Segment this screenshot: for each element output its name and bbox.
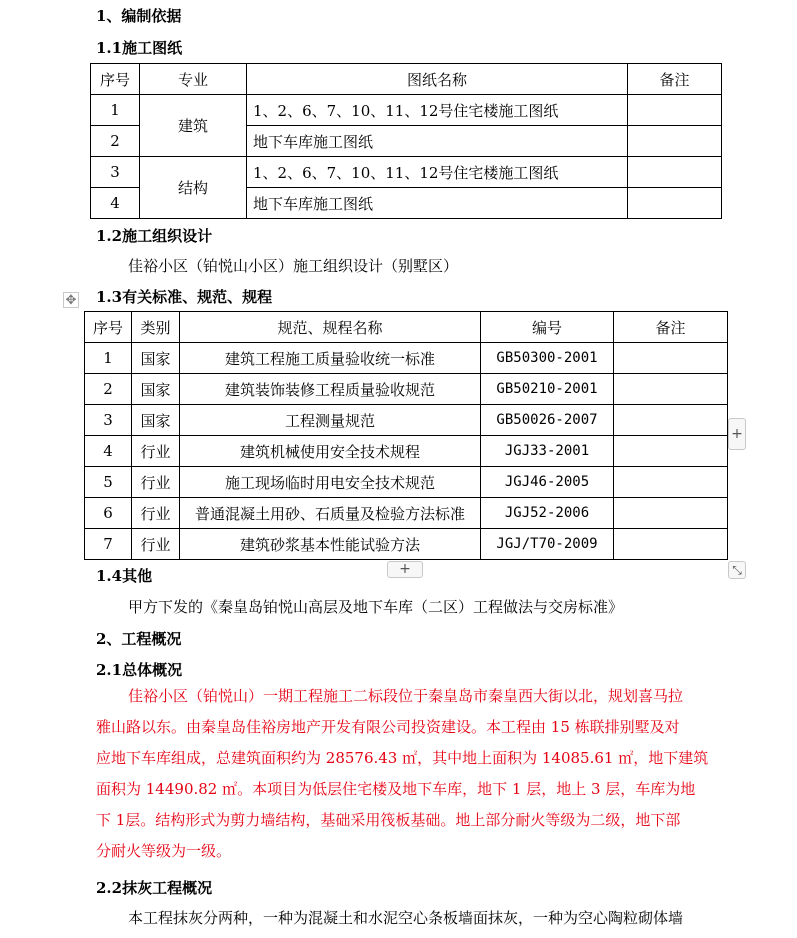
section-1-title: 1、编制依据: [96, 7, 182, 25]
drawing-name: 1、2、6、7、10、11、12号住宅楼施工图纸: [247, 95, 628, 126]
table-row: [85, 405, 728, 436]
section-1-4-title: 1.4其他: [96, 567, 153, 585]
note-cell: [628, 157, 722, 188]
plaster-paragraph-line: 本工程抹灰分两种，一种为混凝土和水泥空心条板墙面抹灰，一种为空心陶粒砌体墙: [128, 909, 684, 927]
standard-code: GB50300-2001: [481, 343, 614, 374]
table-resize-icon[interactable]: ⤡: [728, 561, 746, 579]
standard-name: 建筑砂浆基本性能试验方法: [180, 529, 481, 560]
header-cell: 备注: [614, 312, 728, 343]
header-cell: 类别: [132, 312, 180, 343]
note-cell: [614, 405, 728, 436]
row-number: 4: [85, 436, 132, 467]
category-cell: 国家: [132, 405, 180, 436]
drawing-name: 地下车库施工图纸: [247, 188, 628, 219]
header-cell: 专业: [140, 64, 247, 95]
note-cell: [628, 188, 722, 219]
standard-name: 建筑工程施工质量验收统一标准: [180, 343, 481, 374]
org-design-text: 佳裕小区（铂悦山小区）施工组织设计（别墅区）: [128, 257, 459, 275]
row-number: 6: [85, 498, 132, 529]
section-2-title: 2、工程概况: [96, 630, 182, 648]
overview-paragraph-line: 雅山路以东。由秦皇岛佳裕房地产开发有限公司投资建设。本工程由 15 栋联排别墅及对: [96, 718, 680, 736]
standard-code: JGJ33-2001: [481, 436, 614, 467]
section-2-1-title: 2.1总体概况: [96, 661, 183, 679]
row-number: 1: [91, 95, 140, 126]
note-cell: [614, 343, 728, 374]
standards-table: [84, 311, 728, 560]
standard-name: 建筑机械使用安全技术规程: [180, 436, 481, 467]
section-2-2-title: 2.2抹灰工程概况: [96, 879, 213, 897]
row-number: 2: [85, 374, 132, 405]
table-row: [85, 529, 728, 560]
note-cell: [614, 529, 728, 560]
note-cell: [614, 436, 728, 467]
row-number: 3: [91, 157, 140, 188]
section-1-2-title: 1.2施工组织设计: [96, 227, 213, 245]
header-cell: 规范、规程名称: [180, 312, 481, 343]
header-cell: 序号: [91, 64, 140, 95]
note-cell: [614, 467, 728, 498]
table-row: [91, 157, 722, 188]
add-row-button[interactable]: +: [387, 561, 423, 578]
header-cell: 备注: [628, 64, 722, 95]
standard-code: JGJ52-2006: [481, 498, 614, 529]
row-number: 1: [85, 343, 132, 374]
category-cell: 国家: [132, 343, 180, 374]
standard-name: 普通混凝土用砂、石质量及检验方法标准: [180, 498, 481, 529]
category-cell: 行业: [132, 436, 180, 467]
table-header-row: [85, 312, 728, 343]
category-cell: 行业: [132, 467, 180, 498]
overview-paragraph-line: 分耐火等级为一级。: [96, 842, 232, 860]
table-move-icon[interactable]: ✥: [63, 292, 79, 308]
drawing-name: 1、2、6、7、10、11、12号住宅楼施工图纸: [247, 157, 628, 188]
standard-name: 建筑装饰装修工程质量验收规范: [180, 374, 481, 405]
other-text: 甲方下发的《秦皇岛铂悦山高层及地下车库（二区）工程做法与交房标准》: [128, 598, 624, 616]
discipline-cell: 结构: [140, 157, 247, 219]
standard-name: 施工现场临时用电安全技术规范: [180, 467, 481, 498]
row-number: 2: [91, 126, 140, 157]
drawing-name: 地下车库施工图纸: [247, 126, 628, 157]
standard-code: JGJ46-2005: [481, 467, 614, 498]
row-number: 5: [85, 467, 132, 498]
header-cell: 序号: [85, 312, 132, 343]
standard-name: 工程测量规范: [180, 405, 481, 436]
row-number: 3: [85, 405, 132, 436]
note-cell: [614, 374, 728, 405]
standard-code: JGJ/T70-2009: [481, 529, 614, 560]
row-number: 7: [85, 529, 132, 560]
overview-paragraph-line: 面积为 14490.82 ㎡。本项目为低层住宅楼及地下车库，地下 1 层，地上 3 层，车库为地: [96, 780, 696, 798]
category-cell: 国家: [132, 374, 180, 405]
discipline-cell: 建筑: [140, 95, 247, 157]
note-cell: [628, 126, 722, 157]
table-row: [85, 436, 728, 467]
overview-paragraph-line: 佳裕小区（铂悦山）一期工程施工二标段位于秦皇岛市秦皇西大街以北，规划喜马拉: [128, 687, 684, 705]
section-1-3-title: 1.3有关标准、规范、规程: [96, 288, 273, 306]
category-cell: 行业: [132, 529, 180, 560]
header-cell: 图纸名称: [247, 64, 628, 95]
table-row: [91, 95, 722, 126]
row-number: 4: [91, 188, 140, 219]
note-cell: [628, 95, 722, 126]
overview-paragraph-line: 应地下车库组成，总建筑面积约为 28576.43 ㎡，其中地上面积为 14085.61 ㎡，地下建筑: [96, 749, 709, 767]
table-row: [85, 343, 728, 374]
table-header-row: [91, 64, 722, 95]
overview-paragraph-line: 下 1层。结构形式为剪力墙结构，基础采用筏板基础。地上部分耐火等级为二级，地下部: [96, 811, 681, 829]
standard-code: GB50210-2001: [481, 374, 614, 405]
drawings-table: [90, 63, 722, 219]
header-cell: 编号: [481, 312, 614, 343]
standard-code: GB50026-2007: [481, 405, 614, 436]
section-1-1-title: 1.1施工图纸: [96, 39, 183, 57]
note-cell: [614, 498, 728, 529]
table-row: [85, 374, 728, 405]
table-row: [85, 467, 728, 498]
table-row: [85, 498, 728, 529]
category-cell: 行业: [132, 498, 180, 529]
add-column-button[interactable]: +: [728, 418, 746, 450]
